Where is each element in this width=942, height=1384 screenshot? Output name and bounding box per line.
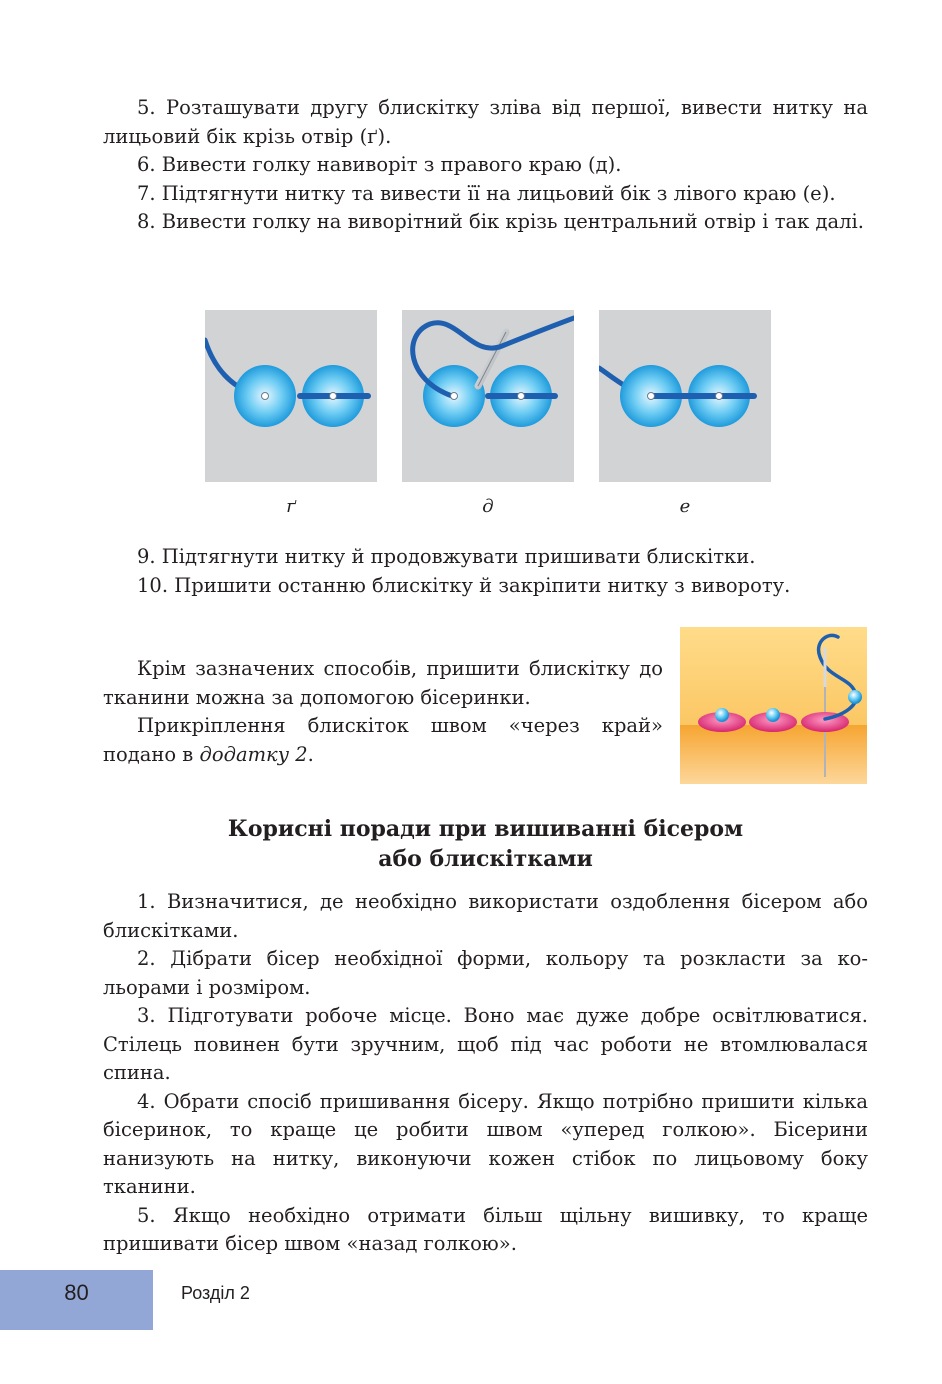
tip-1: 1. Визначитися, де необхідно використати оздоблення бісером або блискітками. [103,890,868,942]
section-heading [103,814,868,874]
figure-e [599,310,771,482]
sequin-needle-illustration [402,310,574,482]
steps-mid [103,543,868,600]
step-8: 8. Вивести голку на виворітний бік крізь центральний отвір і так далі. [137,210,864,233]
step-5: 5. Розташувати другу блискітку зліва від першої, вивести нитку на лицьовий бік крізь отвір (ґ). [103,96,868,148]
bead-sequin-illustration [680,627,867,784]
step-7: 7. Підтягнути нитку та вивести її на лицьовий бік з лівого краю (е). [137,181,836,205]
tip-5: 5. Якщо необхідно отримати більш щільну вишивку, то краще пришивати бісер швом «назад голкою». [103,1203,868,1255]
steps-top [103,94,868,237]
section-label: Розділ 2 [181,1283,250,1303]
sequin-stitch-illustration [205,310,377,482]
aside-paragraph-2: Прикріплення блискіток швом «через край» подано в додатку 2. [103,714,663,766]
page-number: 80 [64,1280,89,1305]
caption-e: е [679,496,691,517]
caption-d: д [482,496,494,517]
step-6: 6. Вивести голку навиворіт з правого краю (д). [137,153,622,176]
sequin-stitch-illustration-2 [599,310,771,482]
step-9: 9. Підтягнути нитку й продовжувати пришивати блискітки. [137,545,756,568]
appendix-reference: додатку 2 [199,742,308,766]
aside-text [103,655,663,769]
aside-paragraph-1: Крім зазначених способів, пришити блискітку до тканини можна за допомогою бісеринки. [103,657,663,709]
tips-list [103,888,868,1259]
tip-3: 3. Підготувати робоче місце. Воно має дуже добре освітлюватися. Стілець повинен бути зручним, щоб під час роботи не втомлювалася спина. [103,1004,868,1084]
tip-2: 2. Дібрати бісер необхідної форми, кольору та розкласти за кольорами і розміром. [103,947,868,999]
heading-line-1: Корисні поради при вишиванні бісером [227,816,744,842]
figure-d [402,310,574,482]
caption-g: ґ [286,496,296,517]
step-10: 10. Пришити останню блискітку й закріпити нитку з вивороту. [137,573,791,597]
figure-g [205,310,377,482]
tip-4: 4. Обрати спосіб пришивання бісеру. Якщо потрібно пришити кілька бісеринок, то краще це робити швом «уперед голкою». Бісерини нанизують на нитку, виконуючи кожен стібок по лицьовому боку тканини. [103,1089,868,1198]
heading-line-2: або блискітками [378,846,593,872]
